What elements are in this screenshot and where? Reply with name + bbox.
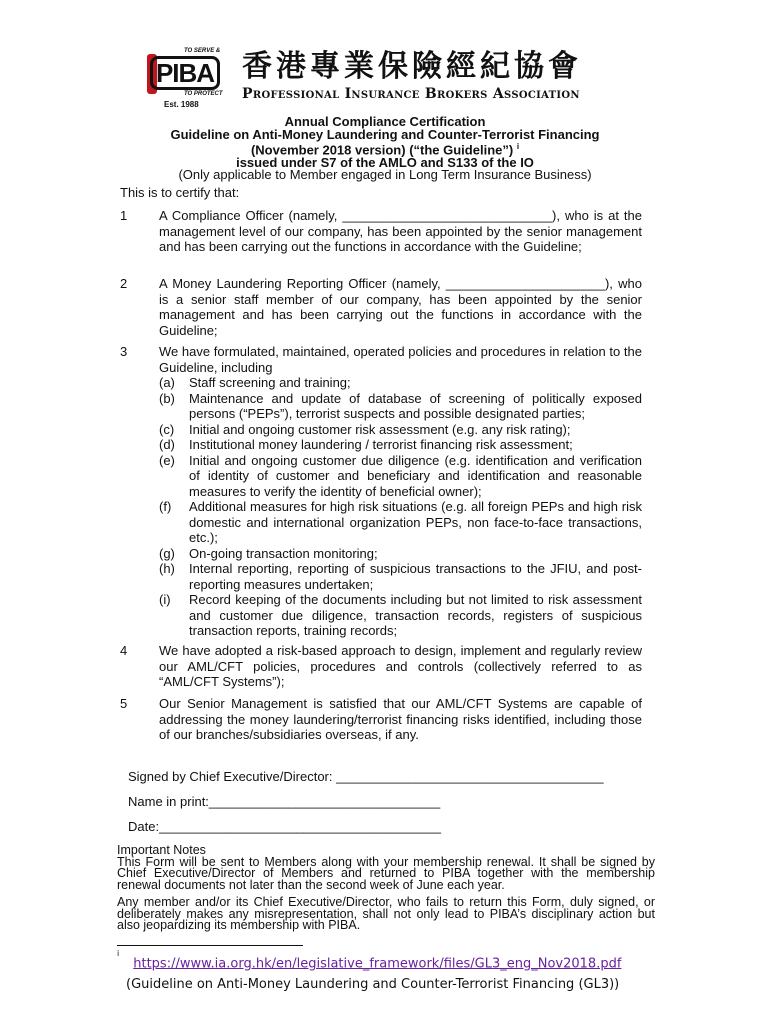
item-text: A Money Laundering Reporting Officer (namely, ______________________), who is a senior staff member of our company, has been appointed by the senior management and has been carrying out the functions in accordance with the Guideline;: [159, 276, 642, 338]
footnote-divider: [117, 945, 303, 946]
sub-item: (f) Additional measures for high risk situations (e.g. all foreign PEPs and high risk domestic and international organization PEPs, non face-to-face transactions, etc.);: [159, 499, 642, 545]
title-line-1: Annual Compliance Certification: [284, 114, 486, 129]
sub-item: (c) Initial and ongoing customer risk assessment (e.g. any risk rating);: [159, 421, 571, 437]
item-text: A Compliance Officer (namely, _____________________________), who is at the management level of our company, has been appointed by the senior management and has been carrying out the functions in accordance with the Guideline;: [159, 208, 642, 254]
document-title: [100, 116, 670, 182]
association-chinese-name: 香港專業保險經紀協會: [242, 49, 582, 84]
item-number: 2: [120, 276, 128, 291]
sub-item: (a) Staff screening and training;: [159, 375, 351, 390]
signed-by-line: Signed by Chief Executive/Director: _____________________________________: [128, 769, 604, 784]
guideline-link[interactable]: https://www.ia.org.hk/en/legislative_framework/files/GL3_eng_Nov2018.pdf: [133, 956, 622, 972]
established-year: Est. 1988: [164, 100, 199, 109]
name-in-print-line: Name in print:________________________________: [128, 794, 441, 809]
certification-item: [120, 344, 642, 639]
certification-item: [120, 208, 642, 255]
footnote-description: (Guideline on Anti-Money Laundering and Counter-Terrorist Financing (GL3)): [126, 977, 620, 992]
notes-paragraph-2: Any member and/or its Chief Executive/Director, who fails to return this Form, duly signed, or deliberately makes any misrepresentation, shall not only lead to PIBA’s disciplinary action but also jeopardizing its membership with PIBA.: [117, 895, 655, 932]
notes-paragraph-1: This Form will be sent to Members along with your membership renewal. It shall be signed by Chief Executive/Director of Members and returned to PIBA together with the membership renewal documents not later than the second week of June each year.: [117, 854, 655, 892]
item-3-intro: We have formulated, maintained, operated policies and procedures in relation to the Guideline, including: [159, 344, 642, 375]
notes-heading: Important Notes: [117, 843, 206, 857]
letterhead: [150, 48, 630, 110]
certification-item: [120, 276, 642, 338]
certification-item: [120, 643, 642, 690]
sub-item: (d) Institutional money laundering / terrorist financing risk assessment;: [159, 437, 573, 452]
footnote-marker: i: [516, 142, 520, 151]
sub-item: (h) Internal reporting, reporting of suspicious transactions to the JFIU, and post-reporting measures undertaken;: [159, 561, 642, 592]
logo-text: PIBA: [150, 56, 220, 90]
logo-motto-bottom: TO PROTECT: [184, 91, 223, 97]
item-text: [159, 344, 642, 639]
date-line: Date:_______________________________________: [128, 819, 442, 834]
item-number: 4: [120, 643, 128, 658]
footnote: [117, 949, 622, 972]
item-text: Our Senior Management is satisfied that our AML/CFT Systems are capable of addressing the money laundering/terrorist financing risks identified, including those of our branches/subsidiaries overseas, if any.: [159, 696, 642, 742]
title-line-4: issued under S7 of the AMLO and S133 of the IO: [236, 154, 534, 170]
logo-motto-top: TO SERVE &: [184, 48, 221, 54]
footnote-number: i: [117, 949, 120, 958]
title-line-3: (November 2018 version) (“the Guideline”) $^i$: [250, 142, 520, 158]
item-number: 5: [120, 696, 128, 711]
certification-item: [120, 696, 642, 743]
title-line-2: Guideline on Anti-Money Laundering and Counter-Terrorist Financing: [170, 126, 600, 142]
sub-item: (i) Record keeping of the documents including but not limited to risk assessment and customer due diligence, transaction records, registers of suspicious transaction reports, training records;: [159, 592, 642, 638]
sub-item: (g) On-going transaction monitoring;: [159, 545, 378, 561]
item-number: 1: [120, 208, 128, 223]
sub-item: (b) Maintenance and update of database of screening of politically exposed persons (“PEPs”), terrorist suspects and possible designated parties;: [159, 390, 642, 421]
intro-text: This is to certify that:: [120, 185, 240, 200]
title-line-5: (Only applicable to Member engaged in Long Term Insurance Business): [178, 167, 592, 183]
piba-logo: [150, 48, 228, 110]
item-text: We have adopted a risk-based approach to design, implement and regularly review our AML/CFT policies, procedures and controls (collectively referred to as “AML/CFT Systems”);: [159, 643, 642, 689]
association-english-name: Professional Insurance Brokers Association: [242, 86, 580, 102]
important-notes: [117, 845, 655, 932]
sub-item: (e) Initial and ongoing customer due diligence (e.g. identification and verification of identity of customer and beneficiary and identification and reasonable measures to verify the identity of beneficial owner);: [159, 452, 642, 499]
item-number: 3: [120, 344, 128, 359]
